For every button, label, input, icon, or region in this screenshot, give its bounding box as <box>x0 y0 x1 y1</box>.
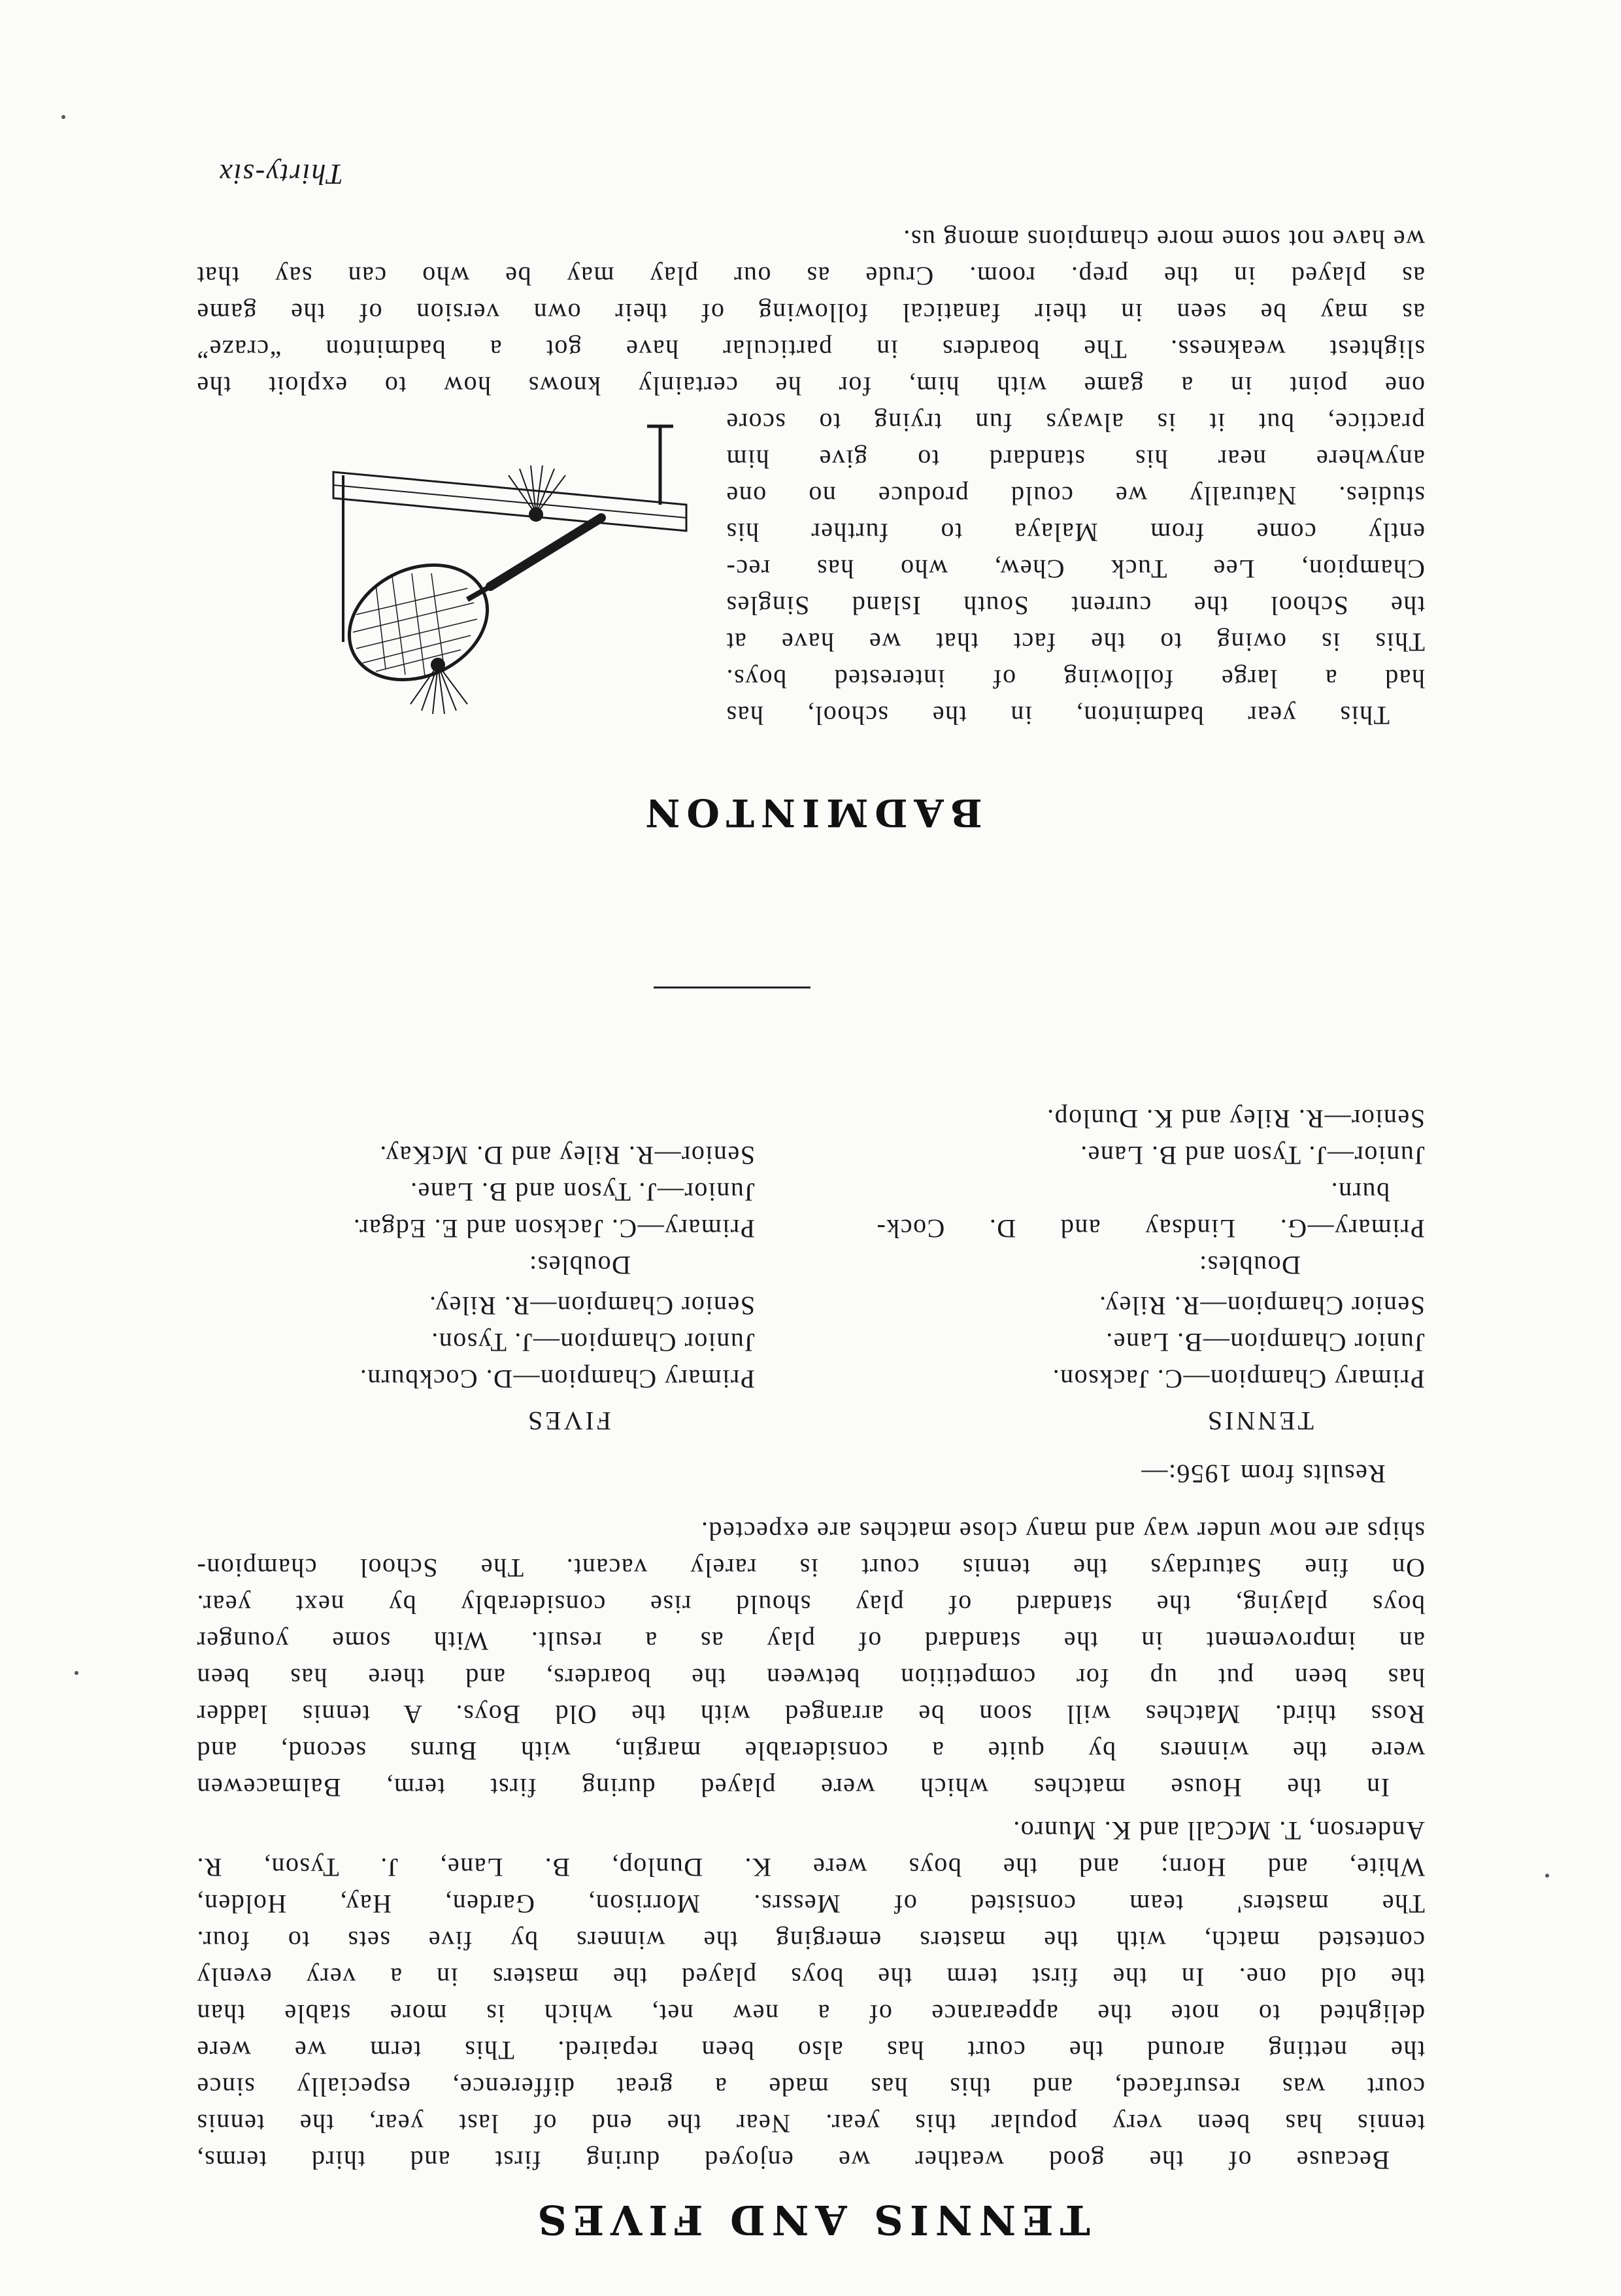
text-line: Anderson, T. McCall and K. Munro. <box>1012 1816 1425 1846</box>
tennis-fives-title: TENNIS AND FIVES <box>531 2196 1090 2244</box>
scan-speck <box>61 115 65 119</box>
text-line: In the House matches which were played during first term, Balmacewen <box>196 1773 1390 1802</box>
text-line: court was resurfaced, and this has made a great difference, especially since <box>196 2072 1425 2102</box>
text-line: tennis has been very popular this year. Near the end of last year, the tennis <box>196 2109 1425 2138</box>
doubles-heading: Doubles: <box>1198 1251 1301 1280</box>
badminton-paragraph-narrow <box>726 404 1425 734</box>
text-line: anywhere near his standard to give him <box>726 445 1425 474</box>
tennis-heading: TENNIS <box>1205 1406 1314 1436</box>
result-line: Primary—G. Lindsay and D. Cock- <box>876 1214 1425 1243</box>
text-line: Champion, Lee Tuck Chew, who has rec- <box>726 554 1425 584</box>
result-line: Junior—J. Tyson and B. Lane. <box>409 1177 755 1207</box>
result-line: Junior—J. Tyson and B. Lane. <box>1079 1141 1425 1170</box>
tennis-fives-paragraph-1 <box>196 1812 1425 2178</box>
text-line: This is owing to the fact that we have at <box>726 628 1425 657</box>
fives-heading: FIVES <box>525 1406 611 1436</box>
text-line: the old one. In the first term the boys played the masters in a very evenly <box>196 1963 1425 1992</box>
text-line: as may be seen in their fanatical following of their own version of the game <box>196 298 1425 328</box>
badminton-paragraph-wide <box>196 221 1425 404</box>
text-line: has been put up for competition between the boarders, and there has been <box>196 1663 1425 1693</box>
text-line: delighted to note the appearance of a new net, which is more stable than <box>196 1999 1425 2029</box>
result-line: burn. <box>1330 1177 1390 1207</box>
result-line: Primary Champion—C. Jackson. <box>1052 1364 1425 1394</box>
text-line: This year badminton, in the school, has <box>726 701 1390 730</box>
text-line: Because of the good weather we enjoyed during first and third terms, <box>196 2146 1390 2175</box>
result-line: Senior Champion—R. Riley. <box>428 1291 755 1321</box>
tennis-results <box>876 1100 1425 1397</box>
text-line: as played in the prep. room. Crude as our play may be who can say that <box>196 262 1425 291</box>
results-intro: Results from 1956:— <box>1140 1459 1386 1489</box>
text-line: one point in a game with him, for he certainly knows how to exploit the <box>196 371 1425 401</box>
result-line: Senior—R. Riley and K. Dunlop. <box>1046 1104 1425 1134</box>
fives-results <box>180 1137 755 1397</box>
text-line: ships are now under way and many close matches are expected. <box>700 1517 1425 1546</box>
text-line: were the winners by quite a considerable margin, with Burns second, and <box>196 1736 1425 1766</box>
text-line: contested match, with the masters emerging the winners by five sets to four. <box>196 1926 1425 1955</box>
text-line: White, and Horn; and the boys were K. Dunlop, B. Lane, J. Tyson, R. <box>196 1853 1425 1882</box>
text-line: practice, but it is always fun trying to score <box>726 408 1425 437</box>
result-line: Junior Champion—B. Lane. <box>1105 1328 1425 1357</box>
scan-speck <box>1545 1874 1549 1878</box>
text-line: Ross third. Matches will soon be arranged with the Old Boys. A tennis ladder <box>196 1700 1425 1729</box>
section-divider <box>654 987 811 988</box>
result-line: Senior—R. Riley and D. McKay. <box>378 1141 755 1170</box>
text-line: an improvement in the standard of play as a result. With some younger <box>196 1627 1425 1656</box>
text-line: studies. Naturally we could produce no one <box>726 481 1425 511</box>
result-line: Primary Champion—D. Cockburn. <box>359 1364 755 1394</box>
text-line: we have not some more champions among us. <box>902 225 1425 254</box>
text-line: boys playing, the standard of play should rise considerably by next year. <box>196 1590 1425 1619</box>
text-line: slightest weakness. The boarders in particular have got a badminton “craze” <box>196 335 1425 364</box>
result-line: Senior Champion—R. Riley. <box>1098 1291 1425 1321</box>
tennis-fives-paragraph-2 <box>196 1513 1425 1806</box>
badminton-title: BADMINTON <box>639 790 982 835</box>
text-line: On fine Saturdays the tennis court is rarely vacant. The School champion- <box>196 1553 1425 1583</box>
text-line: the netting around the court has also been repaired. This term we were <box>196 2036 1425 2065</box>
text-line: the School the current South Island Singles <box>726 591 1425 620</box>
result-line: Junior Champion—J. Tyson. <box>430 1328 755 1357</box>
doubles-heading: Doubles: <box>528 1251 631 1280</box>
text-line: ently come from Malaya to further his <box>726 518 1425 547</box>
scan-speck <box>75 1671 78 1675</box>
badminton-racket-illustration <box>294 407 699 734</box>
page-number: Thirty-six <box>218 158 343 190</box>
result-line: Primary—C. Jackson and E. Edgar. <box>352 1214 755 1243</box>
text-line: had a large following of interested boys. <box>726 664 1425 694</box>
text-line: The masters' team consisted of Messrs. Morrison, Garden, Hay, Holden, <box>196 1889 1425 1919</box>
